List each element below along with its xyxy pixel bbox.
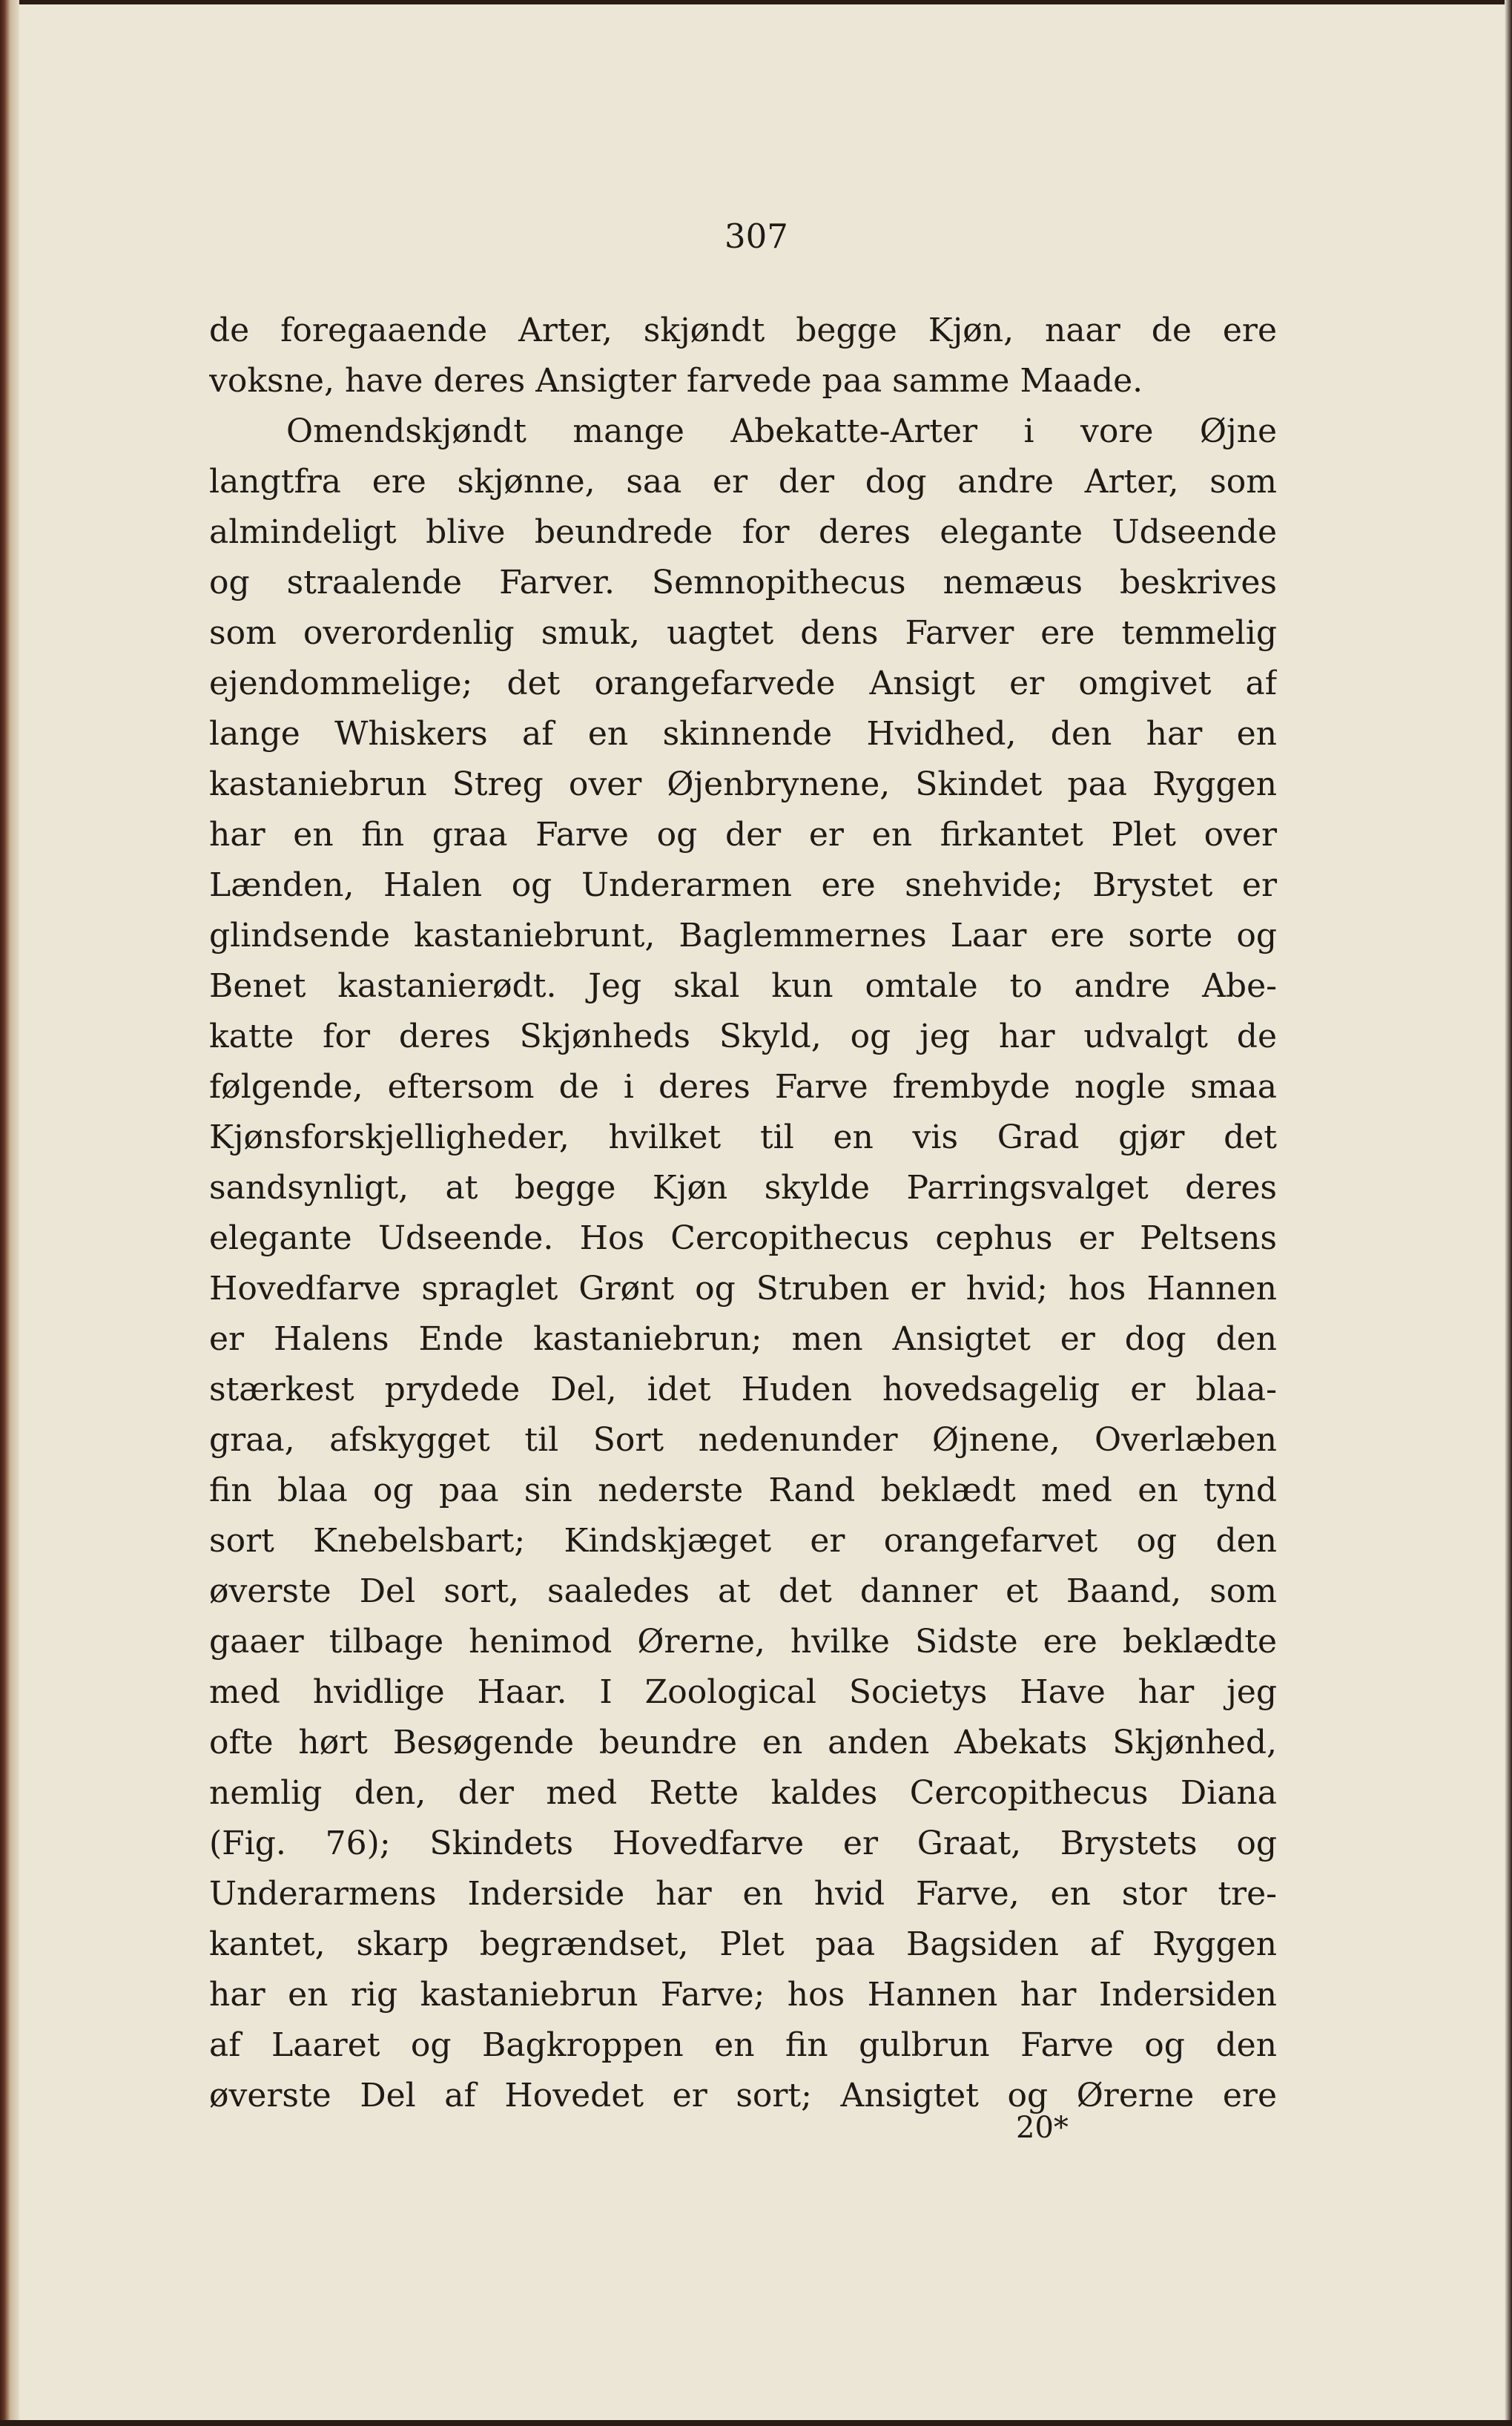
text-line: almindeligt blive beundrede for deres elegante Udseende <box>209 513 1277 551</box>
body-text <box>209 306 1277 2121</box>
text-line: gaaer tilbage henimod Ørerne, hvilke Sidste ere beklædte <box>209 1623 1277 1661</box>
text-line: ofte hørt Besøgende beundre en anden Abekats Skjønhed, <box>209 1724 1277 1761</box>
text-line: har en rig kastaniebrun Farve; hos Hannen har Indersiden <box>209 1976 1277 2014</box>
signature-mark: 20* <box>1016 2111 1069 2145</box>
page-right-edge <box>1505 0 1512 2426</box>
text-line: er Halens Ende kastaniebrun; men Ansigtet er dog den <box>209 1320 1277 1358</box>
text-line: kantet, skarp begrændset, Plet paa Bagsiden af Ryggen <box>209 1925 1277 1963</box>
text-line: katte for deres Skjønheds Skyld, og jeg har udvalgt de <box>209 1018 1277 1055</box>
text-line: lange Whiskers af en skinnende Hvidhed, den har en <box>209 715 1277 753</box>
text-line: Underarmens Inderside har en hvid Farve, en stor tre- <box>209 1875 1277 1913</box>
text-line: som overordenlig smuk, uagtet dens Farver ere temmelig <box>209 614 1277 652</box>
book-spine <box>0 0 19 2426</box>
text-line: har en fin graa Farve og der er en firkantet Plet over <box>209 816 1277 854</box>
text-line: fin blaa og paa sin nederste Rand beklædt med en tynd <box>209 1471 1277 1509</box>
text-line: og straalende Farver. Semnopithecus nemæus beskrives <box>209 564 1277 601</box>
text-line: Lænden, Halen og Underarmen ere snehvide; Brystet er <box>209 866 1277 904</box>
text-line: af Laaret og Bagkroppen en fin gulbrun Farve og den <box>209 2026 1277 2064</box>
text-line: voksne, have deres Ansigter farvede paa samme Maade. <box>209 362 1143 400</box>
text-line: stærkest prydede Del, idet Huden hovedsagelig er blaa- <box>209 1371 1277 1408</box>
text-line: glindsende kastaniebrunt, Baglemmernes Laar ere sorte og <box>209 917 1277 955</box>
page-top-edge <box>0 0 1512 4</box>
text-line: kastaniebrun Streg over Øjenbrynene, Skindet paa Ryggen <box>209 765 1277 803</box>
text-line: nemlig den, der med Rette kaldes Cercopithecus Diana <box>209 1774 1277 1812</box>
text-line: øverste Del sort, saaledes at det danner et Baand, som <box>209 1572 1277 1610</box>
text-line: de foregaaende Arter, skjøndt begge Kjøn, naar de ere <box>209 312 1277 349</box>
text-line: graa, afskygget til Sort nedenunder Øjnene, Overlæben <box>209 1421 1277 1459</box>
text-line: Hovedfarve spraglet Grønt og Struben er hvid; hos Hannen <box>209 1270 1277 1308</box>
text-line: Omendskjøndt mange Abekatte-Arter i vore Øjne <box>286 412 1277 450</box>
text-line: sandsynligt, at begge Kjøn skylde Parringsvalget deres <box>209 1169 1277 1207</box>
text-line: Kjønsforskjelligheder, hvilket til en vis Grad gjør det <box>209 1118 1277 1156</box>
text-line: Benet kastanierødt. Jeg skal kun omtale to andre Abe- <box>209 967 1277 1005</box>
text-line: øverste Del af Hovedet er sort; Ansigtet og Ørerne ere <box>209 2077 1277 2114</box>
text-line: (Fig. 76); Skindets Hovedfarve er Graat, Brystets og <box>209 1825 1277 1862</box>
text-line: sort Knebelsbart; Kindskjæget er orangefarvet og den <box>209 1522 1277 1560</box>
page-number: 307 <box>724 217 788 256</box>
text-line: elegante Udseende. Hos Cercopithecus cephus er Peltsens <box>209 1219 1277 1257</box>
page-bottom-edge <box>0 2420 1512 2426</box>
text-line: langtfra ere skjønne, saa er der dog andre Arter, som <box>209 463 1277 501</box>
text-line: ejendommelige; det orangefarvede Ansigt er omgivet af <box>209 665 1277 702</box>
text-line: med hvidlige Haar. I Zoological Societys Have har jeg <box>209 1673 1277 1711</box>
text-line: følgende, eftersom de i deres Farve frembyde nogle smaa <box>209 1068 1277 1106</box>
